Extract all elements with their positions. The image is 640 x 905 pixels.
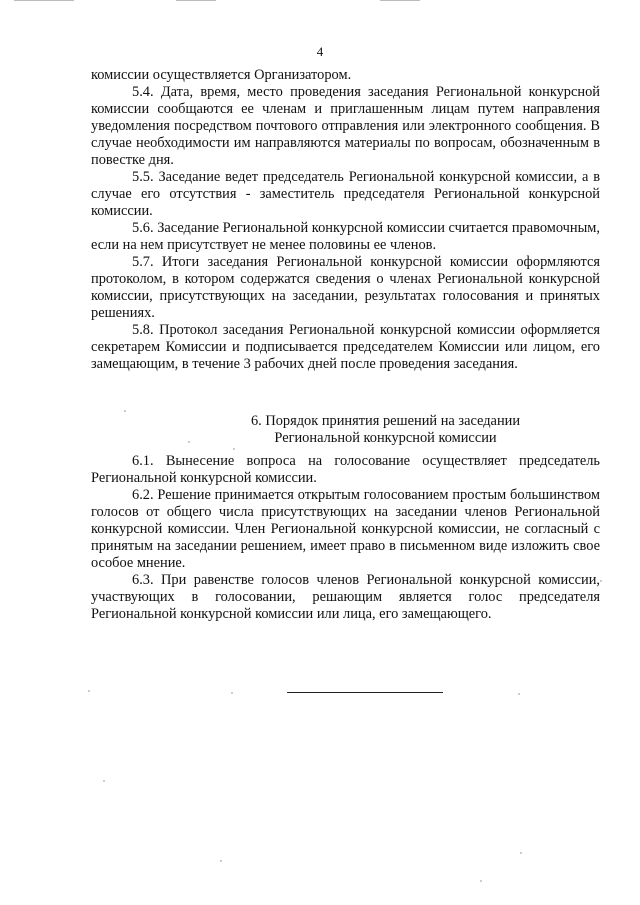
scan-speck xyxy=(518,693,520,695)
paragraph-continuation: комиссии осуществляется Организатором. xyxy=(91,67,352,83)
page-number: 4 xyxy=(316,44,324,59)
scan-edge-mark xyxy=(380,0,420,1)
section-spacer xyxy=(91,373,600,413)
paragraph-5-5: 5.5. Заседание ведет председатель Региональной конкурсной комиссии, а в случае его отсутствия - заместитель председателя Региональной конкурсной комиссии. xyxy=(91,169,600,219)
section-6-heading xyxy=(91,413,600,447)
scan-speck xyxy=(480,880,482,882)
paragraph-6-2: 6.2. Решение принимается открытым голосованием простым большинством голосов от общего числа присутствующих на заседании членов Региональной конкурсной комиссии. Член Региональной конкурсной комиссии, не согласный с принятым на заседании решением, имеет право в письменном виде изложить свое особое мнение. xyxy=(91,487,600,571)
scan-speck xyxy=(233,448,235,450)
scan-speck xyxy=(520,852,522,854)
scan-speck xyxy=(220,860,222,862)
scan-edge-mark xyxy=(14,0,74,1)
section-6-heading-line2: Региональной конкурсной комиссии xyxy=(274,430,497,446)
document-body xyxy=(91,67,600,623)
paragraph-6-3: 6.3. При равенстве голосов членов Региональной конкурсной комиссии, участвующих в голосовании, решающим является голос председателя Региональной конкурсной комиссии или лица, его замещающего. xyxy=(91,572,600,622)
scan-speck xyxy=(600,580,602,582)
scan-speck xyxy=(124,410,126,412)
paragraph-5-4: 5.4. Дата, время, место проведения заседания Региональной конкурсной комиссии сообщаются ее членам и приглашенным лицам путем направления уведомления посредством почтового отправления или электронного сообщения. В случае необходимости им направляются материалы по вопросам, обозначенным в повестке дня. xyxy=(91,84,600,168)
scan-speck xyxy=(88,690,90,692)
scan-speck xyxy=(103,780,105,782)
paragraph-5-6: 5.6. Заседание Региональной конкурсной комиссии считается правомочным, если на нем присутствует не менее половины ее членов. xyxy=(91,220,600,253)
scan-edge-mark xyxy=(176,0,216,1)
end-of-document-line xyxy=(287,692,443,693)
paragraph-6-1: 6.1. Вынесение вопроса на голосование осуществляет председатель Региональной конкурсной комиссии. xyxy=(91,453,600,486)
paragraph-5-8: 5.8. Протокол заседания Региональной конкурсной комиссии оформляется секретарем Комиссии и подписывается председателем Комиссии или лицом, его замещающим, в течение 3 рабочих дней после проведения заседания. xyxy=(91,322,600,372)
scan-speck xyxy=(231,692,233,694)
paragraph-5-7: 5.7. Итоги заседания Региональной конкурсной комиссии оформляются протоколом, в котором содержатся сведения о членах Региональной конкурсной комиссии, присутствующих на заседании, результатах голосования и принятых решениях. xyxy=(91,254,600,321)
section-6-heading-line1: 6. Порядок принятия решений на заседании xyxy=(250,413,521,429)
scan-speck xyxy=(188,441,190,443)
